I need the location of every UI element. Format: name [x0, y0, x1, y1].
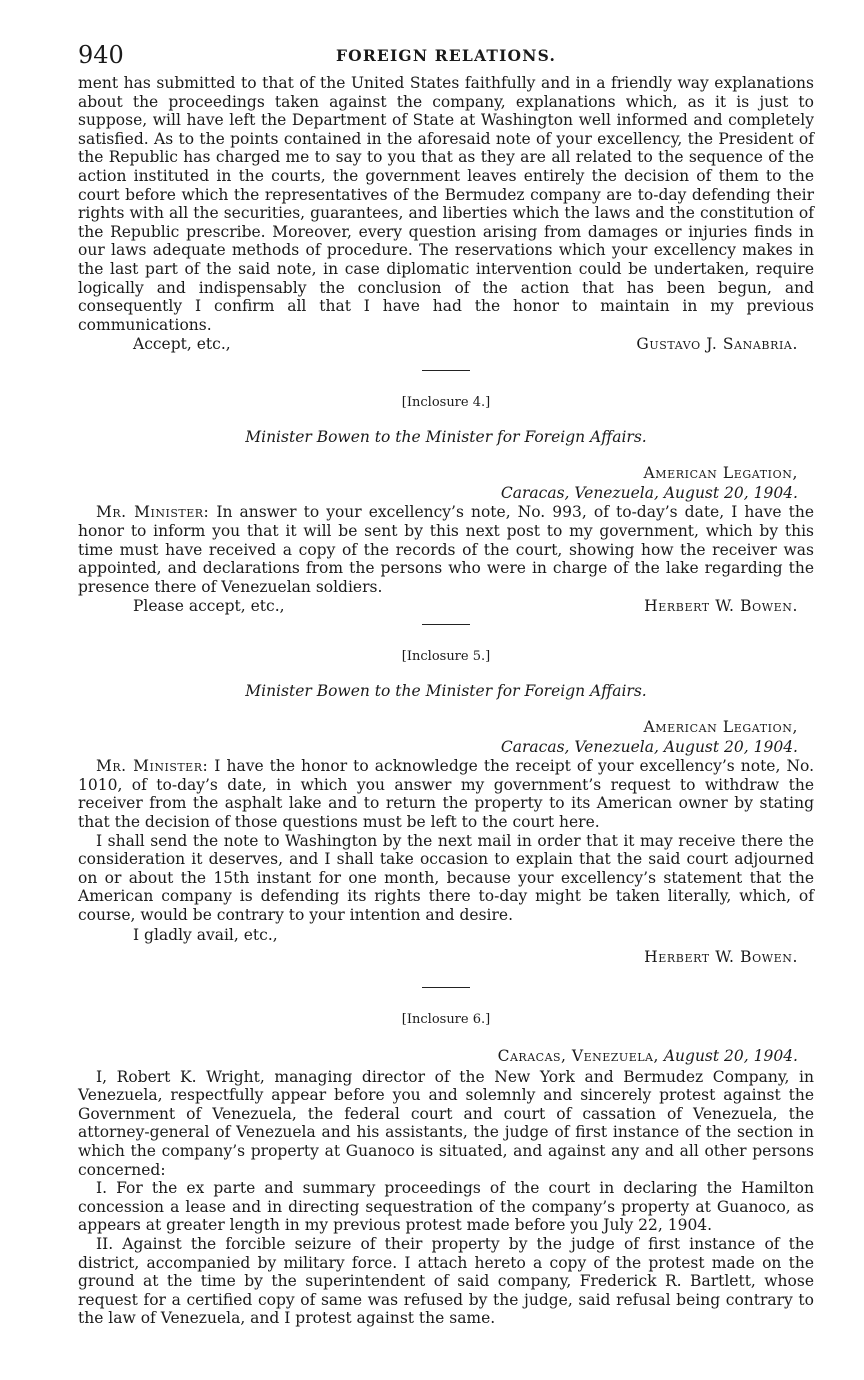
letter-date: Caracas, Venezuela, August 20, 1904. — [500, 738, 798, 757]
protest-paragraph: I, Robert K. Wright, managing director of the New York and Bermudez Company, in Venezuela, respectfully appear before you and solemnly and sincerely protest against the Government of Venezuela, the federal court and court of cassation of Venezuela, the attorney-general of Venezuela and his assistants, the judge of first instance of the section in which the company’s property at Guanoco is situated, and against any and all other persons concerned: — [78, 1067, 814, 1179]
letter-body — [78, 503, 814, 596]
continuation-paragraph: ment has submitted to that of the United States faithfully and in a friendly way explanations about the proceedings taken against the company, explanations which, as it is just to suppose, will have left the Department of State at Washington well informed and completely satisfied. As to the points contained in the aforesaid note of your excellency, the President of the Republic has charged me to say to you that as they are all related to the sequence of the action instituted in the courts, the government leaves entirely the decision of them to the court before which the representatives of the Bermudez company are to-day defending their rights with all the securities, guarantees, and liberties which the laws and the constitution of the Republic prescribe. Moreover, every question arising from damages or injuries finds in our laws adequate methods of procedure. The reservations which your excellency makes in the last part of the said note, in case diplomatic intervention could be undertaken, require logically and indispensably the conclusion of the action that has been begun, and consequently I confirm all that I have had the honor to maintain in my previous communications. — [78, 74, 814, 334]
salutation: Mr. Minister: — [96, 503, 210, 522]
protest-paragraph: II. Against the forcible seizure of their property by the judge of first instance of the district, accompanied by military force. I attach hereto a copy of the protest made on the ground at the time by the superintendent of said company, Frederick R. Bartlett, whose request for a certified copy of same was refused by the judge, said refusal being contrary to the law of Venezuela, and I protest against the same. — [78, 1234, 814, 1328]
section-divider — [422, 624, 470, 625]
closing-text: Accept, etc., — [133, 335, 231, 354]
protest-place: Caracas, Venezuela, — [497, 1046, 659, 1065]
letter-closing-line — [78, 596, 814, 618]
protest-date: August 20, 1904. — [663, 1046, 798, 1065]
continuation-closing-line — [78, 334, 814, 356]
letter-date: Caracas, Venezuela, August 20, 1904. — [500, 484, 798, 503]
letter-heading — [78, 717, 814, 757]
inclosure-label: [Inclosure 5.] — [401, 649, 491, 665]
salutation: Mr. Minister: — [96, 757, 209, 776]
letter-body-text: I have the honor to acknowledge the receipt of your excellency’s note, No. 1010, of to-day’s date, in which you answer my government’s request to withdraw the receiver from the asphalt lake and to return the property to its American owner by stating that the decision of those questions must be left to the court here. — [78, 757, 814, 832]
letter-heading — [78, 463, 814, 503]
signature: Gustavo J. Sanabria. — [636, 335, 798, 354]
legation-name: American Legation, — [643, 718, 798, 737]
running-head: FOREIGN RELATIONS. — [335, 46, 557, 65]
letter-title: Minister Bowen to the Minister for Foreign Affairs. — [245, 682, 647, 701]
letter-title: Minister Bowen to the Minister for Foreign Affairs. — [245, 428, 647, 447]
letter-body-text: In answer to your excellency’s note, No. 993, of to-day’s date, I have the honor to inform you that it will be sent by this next post to my government, which by this time must have received a copy of the records of the court, showing how the receiver was appointed, and declarations from the persons who were in charge of the lake regarding the presence there of Venezuelan soldiers. — [78, 503, 815, 596]
inclosure-label: [Inclosure 6.] — [401, 1011, 491, 1027]
closing-text: I gladly avail, etc., — [133, 925, 278, 944]
signature: Herbert W. Bowen. — [644, 947, 798, 966]
letter-body — [78, 757, 814, 831]
section-divider — [422, 987, 470, 988]
page-header — [78, 40, 814, 74]
legation-name: American Legation, — [643, 464, 798, 483]
protest-heading — [78, 1046, 814, 1066]
signature: Herbert W. Bowen. — [644, 597, 798, 616]
closing-text: Please accept, etc., — [133, 597, 285, 616]
protest-paragraph: I. For the ex parte and summary proceedings of the court in declaring the Hamilton concession a lease and in directing sequestration of the company’s property at Guanoco, as appears at greater length in my previous protest made before you July 22, 1904. — [78, 1179, 814, 1235]
page-number: 940 — [78, 41, 124, 69]
section-divider — [422, 370, 470, 371]
letter-closing-line — [78, 925, 814, 947]
letter-body-paragraph: I shall send the note to Washington by the next mail in order that it may receive there the consideration it deserves, and I shall take occasion to explain that the said court adjourned on or about the 15th instant for one month, because your excellency’s statement that the American company is defending its rights there to-day might be taken literally, which, of course, would be contrary to your intention and desire. — [78, 831, 814, 925]
inclosure-label: [Inclosure 4.] — [401, 395, 491, 411]
